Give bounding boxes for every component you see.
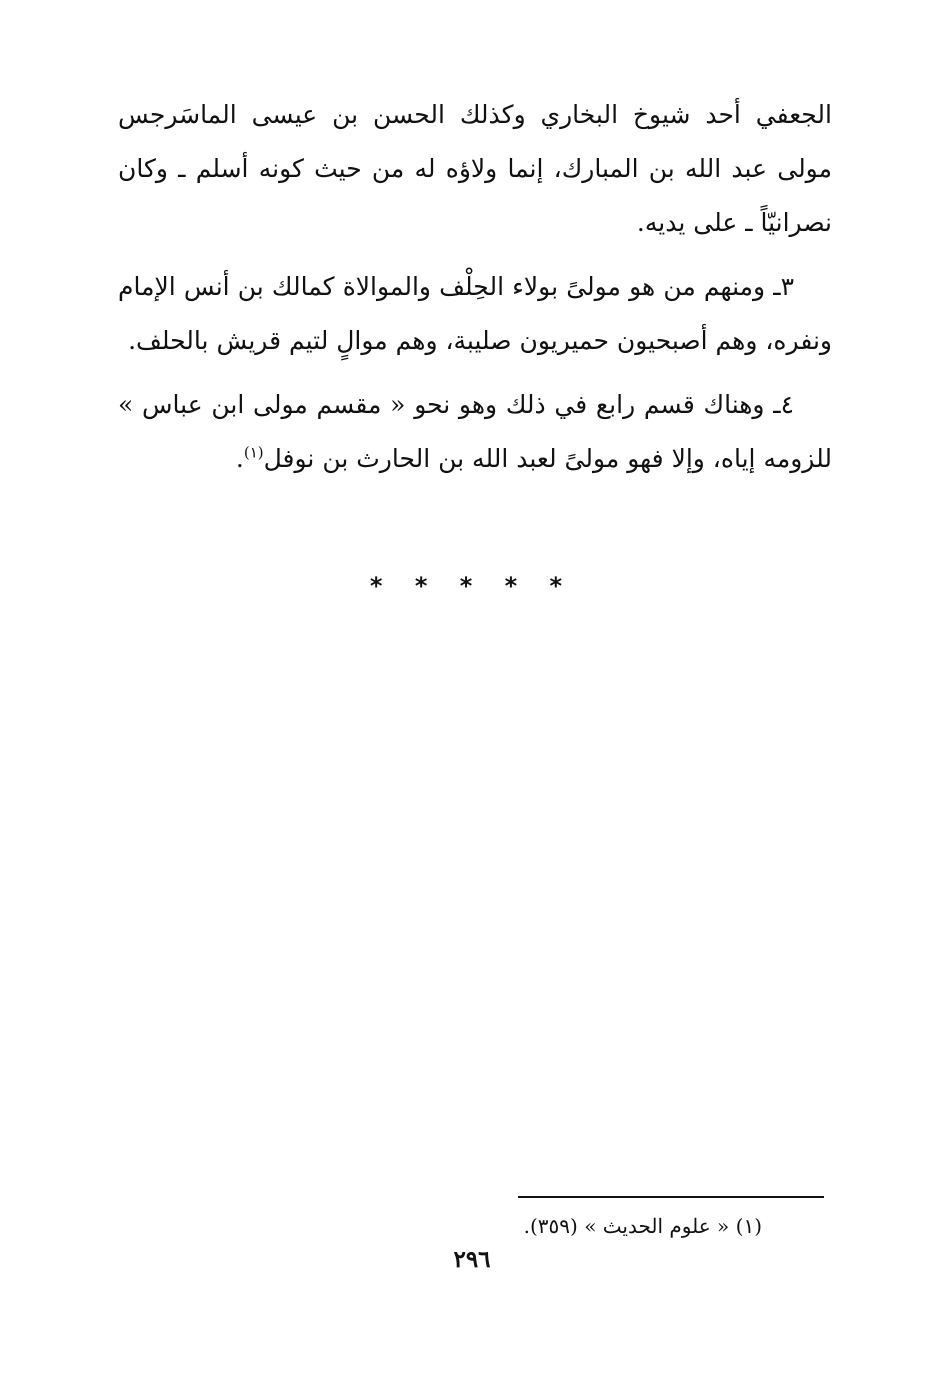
paragraph-text: الجعفي أحد شيوخ البخاري وكذلك الحسن بن عيسى الماسَرجس مولى عبد الله بن المبارك، إنما ولاؤه له من حيث كونه أسلم ـ وكان نصرانيّاً ـ على يديه. bbox=[118, 100, 832, 237]
paragraph-tail: . bbox=[235, 444, 244, 473]
main-text bbox=[118, 88, 832, 496]
footnote-reference[interactable]: (١) bbox=[243, 443, 264, 462]
paragraph-text: ٤ـ وهناك قسم رابع في ذلك وهو نحو « مقسم مولى ابن عباس » للزومه إياه، وإلا فهو مولىً لعبد الله بن الحارث بن نوفل bbox=[118, 390, 832, 473]
footnote-text: (١) « علوم الحديث » (٣٥٩). bbox=[523, 1214, 762, 1238]
page-number: ٢٩٦ bbox=[453, 1246, 491, 1273]
section-separator: * * * * * bbox=[369, 572, 575, 600]
paragraph-text: ٣ـ ومنهم من هو مولىً بولاء الحِلْف والموالاة كمالك بن أنس الإمام ونفره، وهم أصبحيون حميريون صليبة، وهم موالٍ لتيم قريش بالحلف. bbox=[118, 272, 832, 355]
footnote bbox=[300, 1208, 762, 1244]
footnote-divider bbox=[518, 1196, 824, 1198]
paragraph-item-4 bbox=[118, 378, 832, 486]
paragraph-item-3 bbox=[118, 260, 832, 368]
paragraph-continuation bbox=[118, 88, 832, 250]
